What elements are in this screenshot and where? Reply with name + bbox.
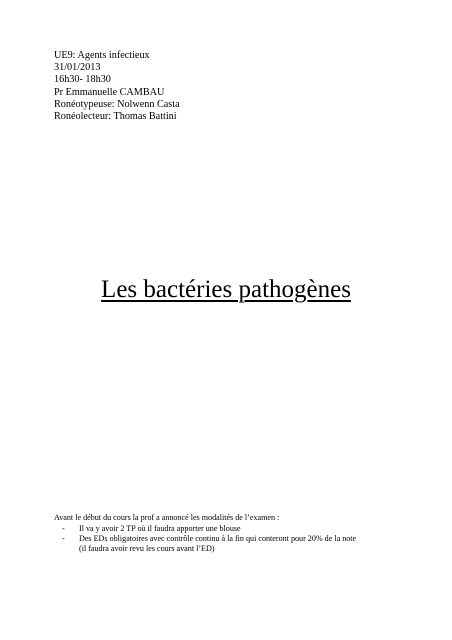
bullet-marker: - — [62, 524, 65, 533]
list-item — [62, 534, 356, 554]
document-title: Les bactéries pathogènes — [101, 276, 351, 303]
typist-name: Ronéotypeuse: Nolwenn Casta — [54, 98, 180, 110]
exam-modalities-list — [62, 524, 356, 554]
bullet-marker: - — [62, 534, 65, 543]
course-unit: UE9: Agents infectieux — [54, 50, 150, 61]
list-item-text: Des EDs obligatoires avec contrôle continu à la fin qui conteront pour 20% de la note — [79, 534, 357, 543]
document-header — [54, 50, 180, 123]
course-date: 31/01/2013 — [54, 62, 101, 74]
intro-paragraph: Avant le début du cours la prof a annoncé les modalités de l’examen : — [54, 513, 280, 522]
course-time: 16h30- 18h30 — [54, 74, 111, 86]
professor-name: Pr Emmanuelle CAMBAU — [54, 86, 165, 98]
list-item-text: Il va y avoir 2 TP où il faudra apporter une blouse — [79, 524, 241, 533]
proofreader-name: Ronéolecteur: Thomas Battini — [54, 111, 177, 123]
list-item-continuation: (il faudra avoir revu les cours avant l’ED) — [79, 544, 215, 553]
list-item — [62, 524, 356, 534]
